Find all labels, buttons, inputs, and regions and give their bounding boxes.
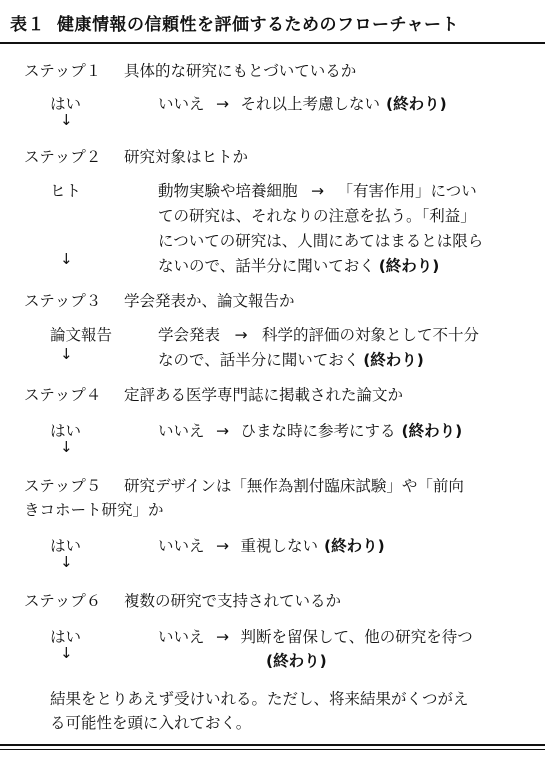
step-1-label: ステップ１ [24,62,102,80]
step-5-question-line-1: 研究デザインは「無作為割付臨床試験」や「前向 [124,477,464,495]
step-6-label: ステップ６ [24,592,102,610]
step-1-down-arrow-icon: ↓ [60,111,73,129]
step-1-no-result: それ以上考慮しない [240,95,381,113]
step-3-no-text-2: なので、話半分に聞いておく [158,351,360,369]
step-6-yes: はい [50,628,82,646]
table-title [10,10,459,35]
step-1-yes: はい [50,95,82,113]
step-5-no-result: 重視しない [240,537,319,555]
step-3-down-arrow-icon: ↓ [60,345,73,363]
table-title-text: 健康情報の信頼性を評価するためのフローチャート [57,15,459,35]
step-4-down-arrow-icon: ↓ [60,438,73,456]
step-5-down-arrow-icon: ↓ [60,553,73,571]
step-5-yes: はい [50,537,82,555]
step-1-no [158,93,447,116]
step-4-no-result: ひまな時に参考にする [240,422,396,440]
table-number: 表１ [10,15,45,35]
step-1-question: 具体的な研究にもとづいているか [124,62,357,80]
step-5-question-line-2: きコホート研究」か [24,501,164,519]
step-4-no [158,420,462,443]
step-2-no-line-4 [158,255,439,278]
step-2-no-line-1 [158,180,477,203]
step-2-no-text-4: ないので、話半分に聞いておく [158,257,375,275]
step-6-question: 複数の研究で支持されているか [124,592,342,610]
step-5-right-arrow-icon: → [216,537,230,555]
step-3-end: (終わり) [363,351,424,369]
step-6-no-result: 判断を留保して、他の研究を待つ [240,628,473,646]
step-4-question: 定評ある医学専門誌に掲載された論文か [124,386,404,404]
step-2-no-line-2: ての研究は、それなりの注意を払う。「利益」 [158,207,476,225]
step-5-label: ステップ５ [24,477,102,495]
step-2-yes: ヒト [50,182,82,200]
step-4-end: (終わり) [401,422,463,440]
step-2-end: (終わり) [378,257,440,275]
step-1-right-arrow-icon: → [216,95,230,113]
step-3-question: 学会発表か、論文報告か [124,292,295,310]
bottom-rule [0,744,545,746]
step-6-down-arrow-icon: ↓ [60,644,73,662]
conclusion-line-2: る可能性を頭に入れておく。 [50,714,252,732]
step-2-no-text-1: 「有害作用」につい [337,182,477,200]
step-1-end: (終わり) [386,95,447,113]
step-5-no [158,535,385,558]
step-6-no-prefix: いいえ [158,628,205,646]
step-4-right-arrow-icon: → [216,422,230,440]
step-2-no-prefix: 動物実験や培養細胞 [158,182,298,200]
step-6-no [158,626,473,649]
step-2-right-arrow-icon: → [311,182,325,200]
step-3-no-line-1 [158,324,479,347]
step-2-no-line-3: についての研究は、人間にあてはまるとは限ら [158,232,484,250]
step-6-end: (終わり) [266,652,327,670]
step-3-right-arrow-icon: → [234,326,248,344]
conclusion-line-1: 結果をとりあえず受けいれる。ただし、将来結果がくつがえ [50,690,469,708]
step-5-no-prefix: いいえ [158,537,205,555]
step-2-label: ステップ２ [24,148,102,166]
step-3-no-text-1: 科学的評価の対象として不十分 [262,326,480,344]
bottom-rule-thin [0,749,545,750]
step-3-label: ステップ３ [24,292,102,310]
step-3-no-prefix: 学会発表 [158,326,221,344]
step-3-no-line-2 [158,349,424,372]
step-4-no-prefix: いいえ [158,422,205,440]
top-rule [0,42,545,44]
step-2-down-arrow-icon: ↓ [60,250,73,268]
step-4-label: ステップ４ [24,386,102,404]
step-2-question: 研究対象はヒトか [124,148,249,166]
step-3-yes: 論文報告 [50,326,113,344]
step-6-right-arrow-icon: → [216,628,230,646]
step-4-yes: はい [50,422,82,440]
step-1-no-prefix: いいえ [158,95,205,113]
step-5-end: (終わり) [324,537,385,555]
